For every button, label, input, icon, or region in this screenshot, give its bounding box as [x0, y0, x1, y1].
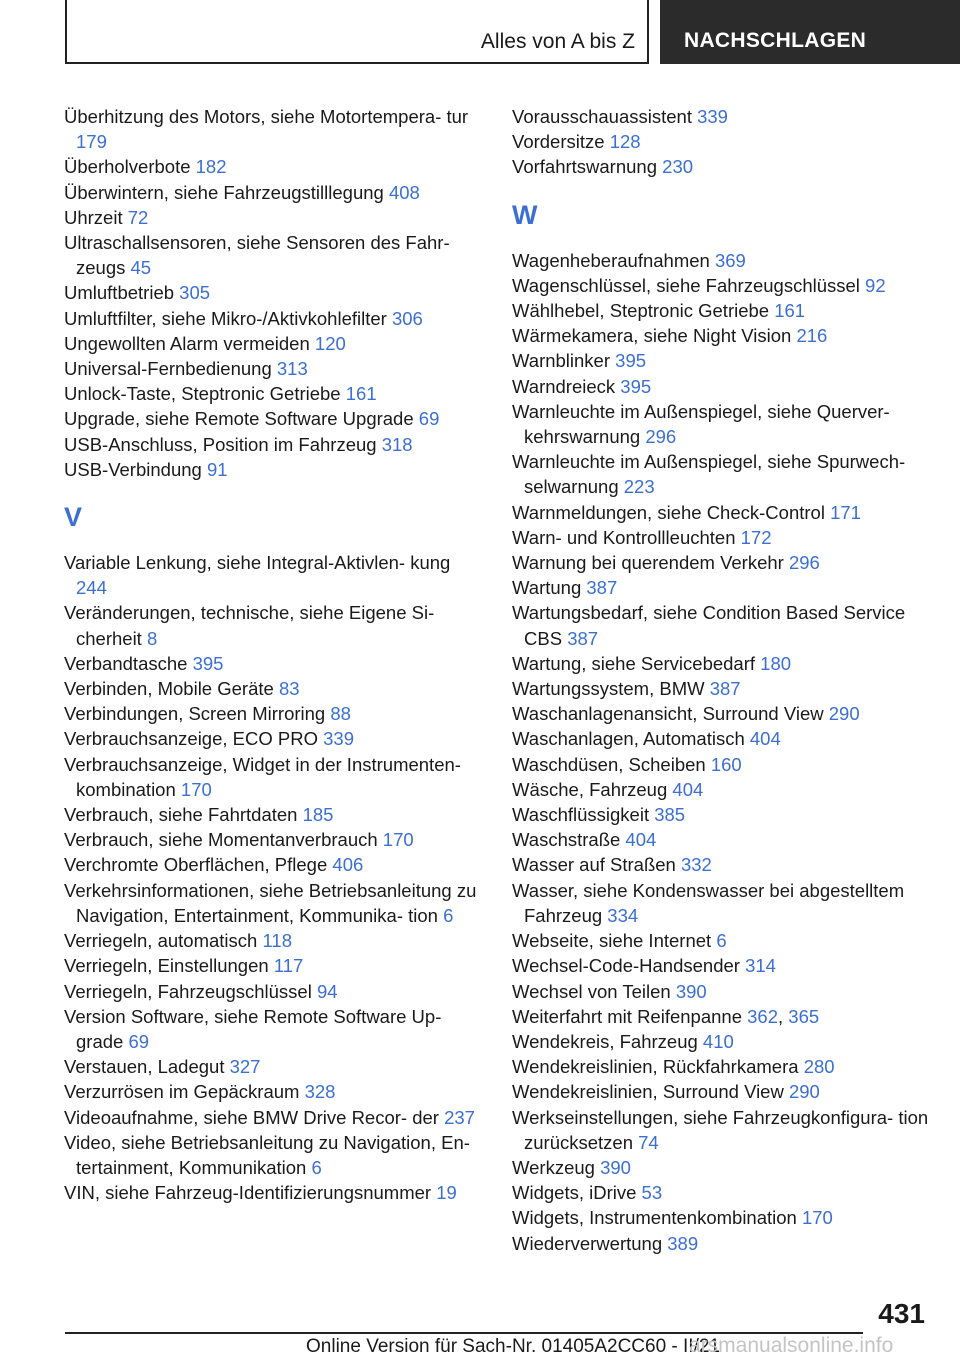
page-ref-link[interactable]: 118 — [262, 930, 292, 952]
entry-term: USB-Verbindung — [64, 458, 202, 480]
page-ref-link[interactable]: 395 — [620, 375, 652, 397]
page-ref-link[interactable]: 74 — [638, 1131, 659, 1153]
page-ref-link[interactable]: 170 — [801, 1207, 833, 1229]
entry-term: Überholverbote — [64, 156, 191, 178]
entry-term: Verbindungen, Screen Mirroring — [64, 703, 326, 725]
entry-term: Waschstraße — [512, 829, 621, 851]
index-entry — [512, 953, 932, 978]
page-ref-link[interactable]: 390 — [600, 1156, 631, 1178]
section-letter: V — [64, 502, 83, 533]
watermark: arsmanualsonline.info — [689, 1334, 894, 1357]
page-ref-link[interactable]: 332 — [680, 854, 712, 876]
index-entry — [64, 600, 484, 650]
index-entry — [512, 575, 932, 600]
index-entry — [512, 1180, 932, 1205]
entry-term: Überwintern, siehe Fahrzeugstilllegung — [64, 181, 384, 203]
entry-term: Widgets, Instrumentenkombination — [512, 1207, 797, 1229]
index-entry — [64, 852, 484, 877]
page-ref-link[interactable]: 365 — [788, 1005, 820, 1027]
entry-term: Ultraschallsensoren, siehe Sensoren des Fahr- zeugs — [64, 232, 450, 279]
entry-term: Waschanlagenansicht, Surround View — [512, 703, 824, 725]
index-column-right — [512, 104, 932, 1256]
entry-term: Vorausschauassistent — [512, 106, 692, 127]
entry-term: Version Software, siehe Remote Software Up- grade — [64, 1005, 442, 1052]
page-ref-link[interactable]: 83 — [278, 678, 300, 700]
page-ref-link[interactable]: 6 — [716, 930, 727, 952]
index-entry — [64, 550, 484, 600]
index-entry — [512, 1029, 932, 1054]
index-entry — [64, 1130, 484, 1180]
index-entry — [512, 1079, 932, 1104]
page-ref-link[interactable]: 171 — [830, 501, 861, 523]
entry-term: Webseite, siehe Internet — [512, 930, 712, 952]
index-entry — [512, 1231, 932, 1256]
footer-text: Online Version für Sach-Nr. 01405A2CC60 - II/21 — [306, 1336, 721, 1357]
entry-term: Wagenheberaufnahmen — [512, 249, 710, 271]
entry-term: Verbrauchsanzeige, Widget in der Instrumenten- kombination — [64, 753, 461, 800]
index-entry — [64, 726, 484, 751]
entry-term: Wasser, siehe Kondenswasser bei abgestelltem Fahrzeug — [512, 879, 905, 926]
entry-term: Videoaufnahme, siehe BMW Drive Recor- der — [64, 1106, 439, 1128]
entry-term: Werkzeug — [512, 1156, 595, 1178]
page-ref-link[interactable]: 290 — [828, 703, 860, 725]
index-entry — [64, 356, 484, 381]
index-entry — [512, 323, 932, 348]
page-ref-link[interactable]: 94 — [316, 980, 338, 1002]
index-entry — [512, 726, 932, 751]
index-entry — [64, 979, 484, 1004]
index-entry — [512, 399, 932, 449]
index-entry — [512, 374, 932, 399]
index-entry: Weiterfahrt mit Reifenpanne 362, 365 — [512, 1005, 820, 1027]
page-ref-link[interactable]: 327 — [229, 1056, 261, 1078]
index-entry — [64, 878, 484, 928]
index-entry — [512, 550, 932, 575]
index-entry — [512, 1105, 932, 1155]
index-entry — [64, 230, 484, 280]
page-ref-link[interactable]: 72 — [127, 206, 149, 228]
page-ref-link[interactable]: 19 — [436, 1182, 457, 1204]
entry-term: Wendekreislinien, Rückfahrkamera — [512, 1056, 799, 1078]
index-entry — [512, 651, 932, 676]
page-ref-link[interactable]: 120 — [314, 332, 346, 354]
entry-term: Warnleuchte im Außenspiegel, siehe Querver- kehrswarnung — [512, 400, 890, 448]
entry-term: Vorfahrtswarnung — [512, 156, 658, 178]
entry-term: Waschflüssigkeit — [512, 804, 650, 826]
entry-term: Wählhebel, Steptronic Getriebe — [512, 300, 770, 322]
entry-term: Verchromte Oberflächen, Pflege — [64, 854, 328, 876]
index-entry — [64, 306, 484, 331]
page-ref-link[interactable]: 170 — [180, 778, 212, 800]
entry-term: Verbandtasche — [64, 652, 188, 674]
page-ref-link[interactable]: 88 — [330, 703, 351, 725]
index-entry — [64, 701, 484, 726]
page-ref-link[interactable]: 179 — [76, 131, 107, 153]
index-entry — [512, 248, 932, 273]
page-ref-link[interactable]: 237 — [444, 1106, 475, 1128]
page-ref-link[interactable]: 339 — [697, 106, 728, 127]
index-entry — [64, 802, 484, 827]
index-entry — [512, 802, 932, 827]
entry-term: Weiterfahrt mit Reifenpanne — [512, 1005, 742, 1027]
entry-term: Wärmekamera, siehe Night Vision — [512, 325, 792, 347]
page-ref-link[interactable]: 223 — [623, 476, 655, 498]
index-entry — [512, 449, 932, 499]
page-ref-link[interactable]: 244 — [76, 577, 107, 599]
page-ref-link[interactable]: 296 — [645, 426, 677, 448]
index-entry — [512, 154, 932, 179]
page-ref-link[interactable]: 45 — [130, 257, 152, 279]
page-ref-link[interactable]: 170 — [382, 829, 414, 851]
page-ref-link[interactable]: 161 — [774, 300, 806, 322]
entry-term: Verbrauch, siehe Fahrtdaten — [64, 804, 298, 826]
index-entry — [64, 1079, 484, 1104]
index-column-left — [64, 104, 484, 1205]
entry-term: Veränderungen, technische, siehe Eigene Si- cherheit — [64, 602, 435, 649]
entry-term: Waschdüsen, Scheiben — [512, 753, 706, 775]
index-entry — [512, 878, 932, 928]
entry-term: Wendekreis, Fahrzeug — [512, 1030, 698, 1052]
entry-term: Wendekreislinien, Surround View — [512, 1081, 784, 1103]
page-ref-link[interactable]: 389 — [667, 1232, 699, 1254]
index-entry — [512, 525, 932, 550]
entry-term: Wasser auf Straßen — [512, 854, 676, 876]
index-entry — [512, 348, 932, 373]
page-ref-link[interactable]: 280 — [803, 1056, 835, 1078]
entry-term: Unlock-Taste, Steptronic Getriebe — [64, 383, 341, 405]
index-entry — [512, 852, 932, 877]
entry-term: VIN, siehe Fahrzeug-Identifizierungsnummer — [64, 1182, 432, 1204]
page-ref-link[interactable]: 69 — [418, 408, 440, 430]
page-ref-link[interactable]: 404 — [672, 778, 704, 800]
page-ref-link[interactable]: 53 — [641, 1182, 663, 1204]
page-ref-link[interactable]: 161 — [345, 383, 377, 405]
index-entry — [64, 752, 484, 802]
page-ref-link[interactable]: 369 — [714, 249, 746, 271]
page-ref-link[interactable]: 290 — [788, 1081, 820, 1103]
index-entry — [64, 104, 484, 154]
header-frame — [65, 0, 649, 64]
index-entry — [512, 928, 932, 953]
index-entry — [64, 827, 484, 852]
index-entry — [64, 1054, 484, 1079]
page-ref-link[interactable]: 180 — [760, 652, 792, 674]
entry-term: Überhitzung des Motors, siehe Motortempera- tur — [64, 106, 469, 127]
entry-term: Universal-Fernbedienung — [64, 358, 272, 380]
entry-term: Verbinden, Mobile Geräte — [64, 678, 274, 700]
page-ref-link[interactable]: 296 — [788, 552, 820, 574]
page-ref-link[interactable]: 182 — [195, 156, 227, 178]
entry-term: Ungewollten Alarm vermeiden — [64, 332, 310, 354]
entry-term: Wartung — [512, 577, 582, 599]
page-ref-link[interactable]: 117 — [273, 955, 304, 977]
entry-term: Wechsel-Code-Handsender — [512, 955, 740, 977]
section-letter: W — [512, 199, 538, 230]
index-entry — [64, 406, 484, 431]
index-entry — [512, 1054, 932, 1079]
index-entry — [64, 651, 484, 676]
page-number: 431 — [878, 1298, 925, 1329]
page-ref-link[interactable]: 328 — [304, 1081, 336, 1103]
index-entry — [512, 979, 932, 1004]
index-entry — [512, 701, 932, 726]
page-ref-link[interactable]: 92 — [865, 274, 886, 296]
index-entry — [64, 953, 484, 978]
index-entry — [512, 777, 932, 802]
index-entry — [64, 154, 484, 179]
index-entry — [512, 676, 932, 701]
entry-term: Video, siehe Betriebsanleitung zu Navigation, En- tertainment, Kommunikation — [64, 1131, 470, 1178]
index-entry — [512, 752, 932, 777]
page-ref-link[interactable]: 185 — [302, 804, 334, 826]
page-ref-link[interactable]: 387 — [567, 627, 599, 649]
page-ref-link[interactable]: 404 — [625, 829, 657, 851]
entry-term: Variable Lenkung, siehe Integral-Aktivlen- kung — [64, 552, 451, 574]
index-entry — [64, 1180, 484, 1205]
index-entry — [512, 129, 932, 154]
index-entry — [512, 273, 932, 298]
page-ref-link[interactable]: 339 — [323, 728, 355, 750]
entry-term: Widgets, iDrive — [512, 1182, 637, 1204]
section-tab — [660, 0, 960, 64]
page-ref-link[interactable]: 128 — [609, 131, 641, 153]
page-ref-link[interactable]: 6 — [311, 1156, 322, 1178]
entry-term: Uhrzeit — [64, 206, 123, 228]
index-entry — [512, 827, 932, 852]
page-ref-link[interactable]: 390 — [675, 980, 707, 1002]
entry-term: Umluftbetrieb — [64, 282, 175, 304]
page-ref-link[interactable]: 318 — [381, 433, 413, 455]
entry-term: Verbrauch, siehe Momentanverbrauch — [64, 829, 378, 851]
page-ref-link[interactable]: 306 — [391, 307, 423, 329]
page-ref-link[interactable]: 160 — [710, 753, 742, 775]
index-entry — [64, 928, 484, 953]
entry-term: Verriegeln, Einstellungen — [64, 955, 269, 977]
page-ref-link[interactable]: 6 — [443, 904, 454, 926]
entry-term: Wechsel von Teilen — [512, 980, 671, 1002]
entry-term: Wäsche, Fahrzeug — [512, 778, 668, 800]
page-ref-link[interactable]: 216 — [796, 325, 828, 347]
page-ref-link[interactable]: 8 — [146, 627, 158, 649]
index-entry — [512, 1205, 932, 1230]
index-entry — [512, 1155, 932, 1180]
entry-term: Wartungsbedarf, siehe Condition Based Service CBS — [512, 602, 906, 649]
entry-term: Wagenschlüssel, siehe Fahrzeugschlüssel — [512, 274, 860, 296]
entry-term: Warn- und Kontrollleuchten — [512, 526, 736, 548]
section-title: NACHSCHLAGEN — [684, 29, 867, 52]
index-entry — [64, 180, 484, 205]
entry-term: Upgrade, siehe Remote Software Upgrade — [64, 408, 414, 430]
page-ref-link[interactable]: 230 — [662, 156, 694, 178]
page-ref-link[interactable]: 314 — [745, 955, 776, 977]
entry-term: Vordersitze — [512, 131, 605, 153]
entry-term: Umluftfilter, siehe Mikro-/Aktivkohlefilter — [64, 307, 387, 329]
page-ref-link[interactable]: 362 — [747, 1005, 779, 1027]
index-entry — [512, 600, 932, 650]
entry-term: Verriegeln, Fahrzeugschlüssel — [64, 980, 312, 1002]
page-ref-link[interactable]: 385 — [654, 804, 686, 826]
entry-term: Verzurrösen im Gepäckraum — [64, 1081, 300, 1103]
index-entry — [64, 457, 484, 482]
index-entry — [64, 676, 484, 701]
page-ref-link[interactable]: 91 — [206, 458, 228, 480]
entry-term: Warnleuchte im Außenspiegel, siehe Spurwech- selwarnung — [512, 451, 906, 498]
entry-term: Verstauen, Ladegut — [64, 1056, 225, 1078]
header-subtitle: Alles von A bis Z — [480, 30, 635, 53]
entry-term: Warnblinker — [512, 350, 611, 372]
entry-term: Waschanlagen, Automatisch — [512, 728, 745, 750]
index-entry — [64, 331, 484, 356]
entry-term: USB-Anschluss, Position im Fahrzeug — [64, 433, 377, 455]
entry-term: Verkehrsinformationen, siehe Betriebsanleitung zu Navigation, Entertainment, Kommunika- tion — [64, 879, 477, 926]
index-entry — [64, 432, 484, 457]
page-ref-link[interactable]: 404 — [749, 728, 781, 750]
entry-term: Warnmeldungen, siehe Check-Control — [512, 501, 825, 523]
entry-term: Werkseinstellungen, siehe Fahrzeugkonfigura- tion zurücksetzen — [512, 1106, 929, 1153]
page-ref-link[interactable]: 410 — [702, 1030, 734, 1052]
page-ref-link[interactable]: 172 — [740, 526, 772, 548]
entry-term: Wartungssystem, BMW — [512, 678, 705, 700]
page-ref-link[interactable]: 305 — [179, 282, 211, 304]
index-entry — [64, 205, 484, 230]
page-ref-link[interactable]: 313 — [276, 358, 308, 380]
entry-term: Warndreieck — [512, 375, 616, 397]
entry-term: Wartung, siehe Servicebedarf — [512, 652, 756, 674]
entry-term: Wiederverwertung — [512, 1232, 663, 1254]
index-entry — [64, 381, 484, 406]
page-ref-link[interactable]: 387 — [586, 577, 618, 599]
entry-term: Verbrauchsanzeige, ECO PRO — [64, 728, 318, 750]
page-ref-link[interactable]: 387 — [709, 678, 741, 700]
entry-term: Warnung bei querendem Verkehr — [512, 552, 784, 574]
index-entry — [64, 280, 484, 305]
page-ref-link[interactable]: 395 — [192, 652, 224, 674]
index-entry — [512, 500, 932, 525]
page-ref-link[interactable]: 395 — [615, 350, 647, 372]
page-ref-link[interactable]: 334 — [607, 904, 639, 926]
page-ref-link[interactable]: 408 — [388, 181, 420, 203]
index-entry — [64, 1004, 484, 1054]
page-ref-link[interactable]: 69 — [128, 1030, 150, 1052]
entry-term: Verriegeln, automatisch — [64, 930, 258, 952]
page-ref-link[interactable]: 406 — [332, 854, 364, 876]
index-entry — [512, 298, 932, 323]
index-entry — [512, 104, 932, 129]
index-entry — [64, 1105, 484, 1130]
